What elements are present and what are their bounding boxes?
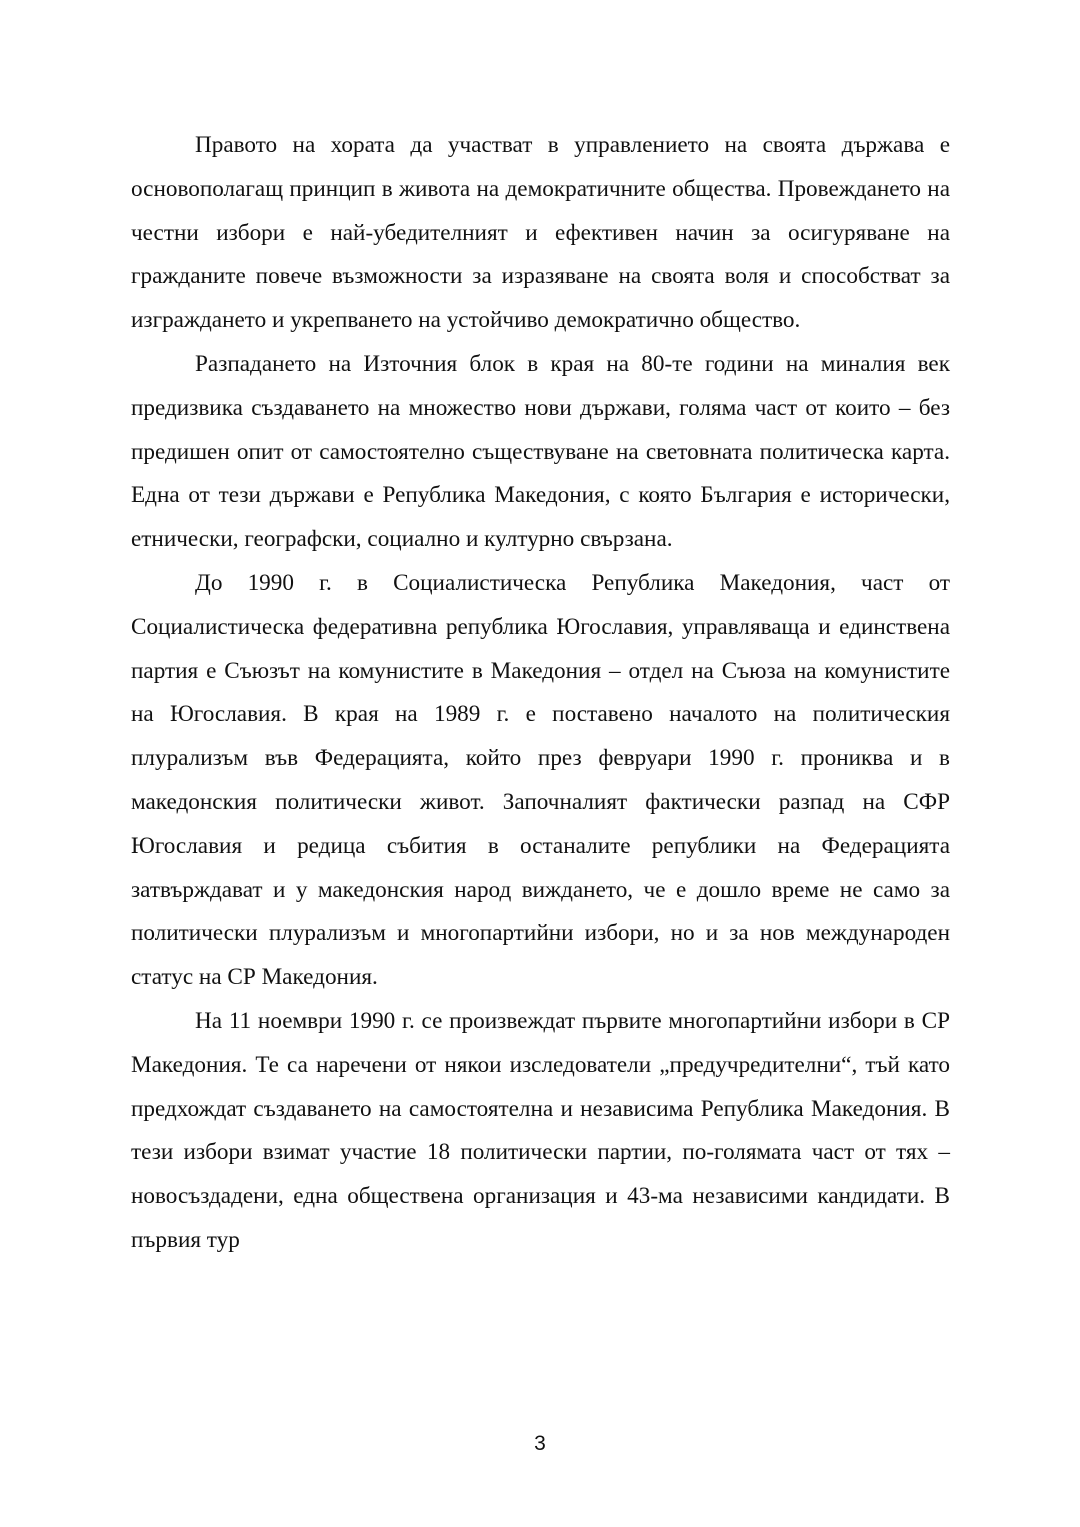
paragraph-3: До 1990 г. в Социалистическа Република Македония, част от Социалистическа федеративна република Югославия, управляваща и единствена партия е Съюзът на комунистите в Македония – отдел на Съюза на комунистите на Югославия. В края на 1989 г. е поставено началото на политическия плурализъм във Федерацията, който през февруари 1990 г. прониква и в македонския политически живот. Започналият фактически разпад на СФР Югославия и редица събития в останалите републики на Федерацията затвърждават и у македонския народ виждането, че е дошло време не само за политически плурализъм и многопартийни избори, но и за нов международен статус на СР Македония. — [131, 569, 950, 991]
paragraph-2: Разпадането на Източния блок в края на 80-те години на миналия век предизвика създаването на множество нови държави, голяма част от които – без предишен опит от самостоятелно съществуване на световната политическа карта. Една от тези държави е Република Македония, с която България е исторически, етнически, географски, социално и културно свързана. — [131, 350, 950, 553]
paragraph-1: Правото на хората да участват в управлението на своята държава е основополагащ принцип в живота на демократичните общества. Провеждането на честни избори е най-убедителният и ефективен начин за осигуряване на гражданите повече възможности за изразяване на своята воля и способстват за изграждането и укрепването на устойчиво демократично общество. — [131, 132, 950, 334]
paragraph-4: На 11 ноември 1990 г. се произвеждат първите многопартийни избори в СР Македония. Те са наречени от някои изследователи „предучредителни“, тъй като предхождат създаването на самостоятелна и независима Република Македония. В тези избори взимат участие 18 политически партии, по-голямата част от тях – новосъздадени, една обществена организация и 43-ма независими кандидати. В първия тур — [131, 1007, 950, 1253]
page-number: 3 — [534, 1432, 546, 1455]
body-text — [131, 124, 950, 1263]
